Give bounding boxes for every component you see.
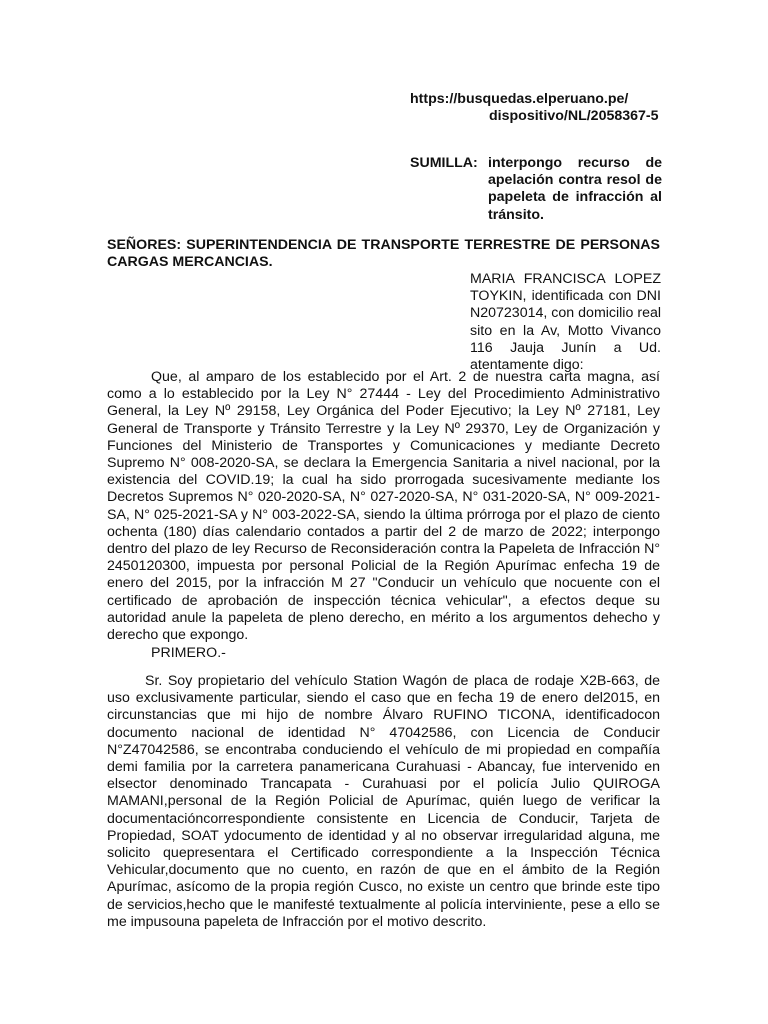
addressee-heading: SEÑORES: SUPERINTENDENCIA DE TRANSPORTE TERRESTRE DE PERSONAS CARGAS MERCANCIAS. bbox=[107, 237, 660, 271]
source-url-line-1: https://busquedas.elperuano.pe/ bbox=[410, 91, 629, 107]
sumilla-text: interpongo recurso de apelación contra resol de papeleta de infracción al tránsito. bbox=[488, 155, 662, 223]
section-heading-primero: PRIMERO.- bbox=[151, 645, 226, 661]
identification-block: MARIA FRANCISCA LOPEZ TOYKIN, identificada con DNI N20723014, con domicilio real sito en la Av, Motto Vivanco 116 Jauja Junín a Ud. atentamente digo: bbox=[470, 271, 661, 374]
source-url[interactable] bbox=[410, 91, 670, 125]
sumilla-label: SUMILLA: bbox=[410, 155, 478, 171]
paragraph-primero: Sr. Soy propietario del vehículo Station Wagón de placa de rodaje X2B-663, de uso exclusivamente particular, siendo el caso que en fecha 19 de enero del2015, en circunstancias que mi hijo de nombre Álvaro RUFINO TICONA, identificadocon documento nacional de identidad N° 47042586, con Licencia de Conducir N°Z47042586, se encontraba conduciendo el vehículo de mi propiedad en compañía demi familia por la carretera panamericana Curahuasi - Abancay, fue intervenido en elsector denominado Trancapata - Curahuasi por el policía Julio QUIROGA MAMANI,personal de la Región Policial de Apurímac, quién luego de verificar la documentacióncorrespondiente consistente en Licencia de Conducir, Tarjeta de Propiedad, SOAT ydocumento de identidad y al no observar irregularidad alguna, me solicito quepresentara el Certificado correspondiente a la Inspección Técnica Vehicular,documento que no cuento, en razón de que en el ámbito de la Región Apurímac, asícomo de la propia región Cusco, no existe un centro que brinde este tipo de servicios,hecho que le manifesté textualmente al policía interviniente, pese a ello se me impusouna papeleta de Infracción por el motivo descrito. bbox=[107, 673, 660, 930]
source-url-line-2: dispositivo/NL/2058367-5 bbox=[489, 108, 659, 125]
paragraph-intro: Que, al amparo de los establecido por el Art. 2 de nuestra carta magna, así como a lo establecido por la Ley N° 27444 - Ley del Procedimiento Administrativo General, la Ley Nº 29158, Ley Orgánica del Poder Ejecutivo; la Ley Nº 27181, Ley General de Transporte y Tránsito Terrestre y la Ley Nº 29370, Ley de Organización y Funciones del Ministerio de Transportes y Comunicaciones y mediante Decreto Supremo N° 008-2020-SA, se declara la Emergencia Sanitaria a nivel nacional, por la existencia del COVID.19; la cual ha sido prorrogada sucesivamente mediante los Decretos Supremos N° 020-2020-SA, N° 027-2020-SA, N° 031-2020-SA, N° 009-2021-SA, N° 025-2021-SA y N° 003-2022-SA, siendo la última prórroga por el plazo de ciento ochenta (180) días calendario contados a partir del 2 de marzo de 2022; interpongo dentro del plazo de ley Recurso de Reconsideración contra la Papeleta de Infracción N° 2450120300, impuesta por personal Policial de la Región Apurímac enfecha 19 de enero del 2015, por la infracción M 27 "Conducir un vehículo que nocuente con el certificado de aprobación de inspección técnica vehicular", a efectos deque su autoridad anule la papeleta de pleno derecho, en mérito a los argumentos dehecho y derecho que expongo. bbox=[107, 369, 660, 644]
